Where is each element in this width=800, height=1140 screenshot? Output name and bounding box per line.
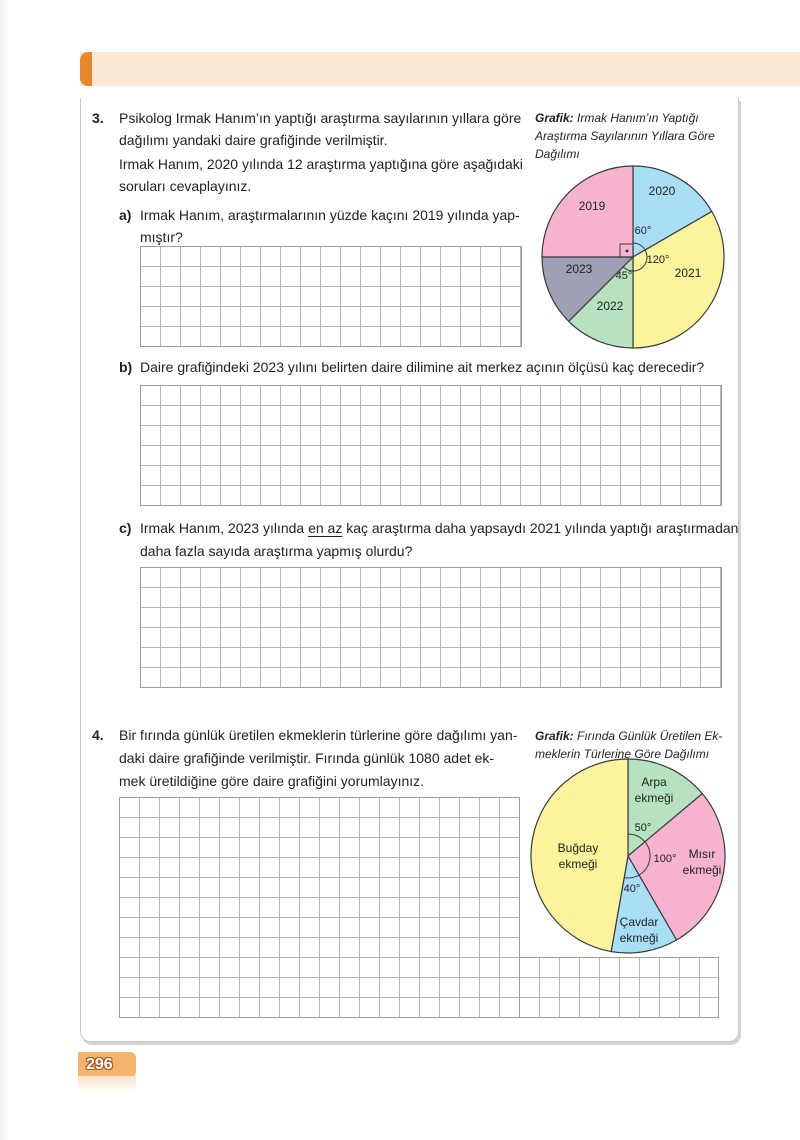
q3c-text-pre: Irmak Hanım, 2023 yılında bbox=[140, 520, 309, 536]
answer-grid-a[interactable] bbox=[140, 246, 522, 347]
q3c-line1 bbox=[140, 517, 738, 540]
page-number-fade bbox=[78, 1076, 136, 1092]
q3b-text: Daire grafiğindeki 2023 yılını belirten daire dilimine ait merkez açının ölçüsü kaç derecedir? bbox=[140, 359, 705, 375]
q3-graph-title-line1: Irmak Hanım’ın Yaptığı bbox=[573, 111, 699, 125]
q3a-line2: mıştır? bbox=[140, 229, 183, 245]
slice-label-2020: 2020 bbox=[648, 184, 676, 198]
q4-line1: Bir fırında günlük üretilen ekmeklerin türlerine göre dağılımı yan- bbox=[119, 727, 518, 743]
slice-label-2021: 2021 bbox=[674, 266, 702, 280]
slice-label-arpa-1: Arpa bbox=[641, 775, 667, 789]
q3-intro-line4: soruları cevaplayınız. bbox=[119, 178, 252, 194]
q4-graph-title-line2: meklerin Türlerine Göre Dağılımı bbox=[535, 747, 710, 761]
q4-pie-chart bbox=[528, 758, 730, 960]
q3b-label: b) bbox=[119, 359, 133, 375]
q3-intro-line1: Psikolog Irmak Hanım’ın yaptığı araştırma sayılarının yıllara göre bbox=[119, 110, 522, 126]
q4-line3: mek üretildiğine göre daire grafiğini yorumlayınız. bbox=[119, 773, 425, 789]
q3-intro-line3: Irmak Hanım, 2020 yılında 12 araştırma yaptığına göre aşağıdaki bbox=[119, 156, 523, 172]
angle-label-mısır: 100° bbox=[653, 853, 677, 865]
slice-label-çavdar-2: ekmeği bbox=[619, 931, 659, 945]
q4-graph-label: Grafik: bbox=[535, 729, 574, 743]
q3-graph-title-line3: Dağılımı bbox=[535, 147, 580, 161]
answer-grid-q4-right[interactable] bbox=[519, 957, 719, 1018]
q4-number: 4. bbox=[92, 727, 104, 743]
q4-line2: daki daire grafiğinde verilmiştir. Fırında günlük 1080 adet ek- bbox=[119, 750, 495, 766]
pie-slice-buğday bbox=[531, 759, 628, 952]
q3-pie-chart bbox=[538, 162, 728, 352]
page-number: 296 bbox=[86, 1056, 113, 1073]
q3a-line1: Irmak Hanım, araştırmalarının yüzde kaçını 2019 yılında yap- bbox=[140, 207, 520, 223]
q3-graph-title bbox=[535, 109, 715, 163]
page-edge-shadow bbox=[0, 0, 8, 1140]
q3a-label: a) bbox=[119, 207, 132, 223]
slice-label-buğday-1: Buğday bbox=[557, 841, 599, 855]
slice-label-2022: 2022 bbox=[596, 299, 624, 313]
q3-graph-title-line2: Araştırma Sayılarının Yıllara Göre bbox=[535, 129, 715, 143]
angle-label-2021: 120° bbox=[646, 254, 670, 266]
answer-grid-c[interactable] bbox=[140, 567, 722, 688]
slice-label-mısır-2: ekmeği bbox=[682, 863, 722, 877]
angle-label-arpa: 50° bbox=[634, 822, 652, 834]
slice-label-2019: 2019 bbox=[578, 199, 606, 213]
q4-graph-title-line1: Fırında Günlük Üretilen Ek- bbox=[573, 729, 723, 743]
slice-label-2023: 2023 bbox=[565, 262, 593, 276]
q3c-label: c) bbox=[119, 520, 132, 536]
slice-label-çavdar-1: Çavdar bbox=[619, 915, 659, 929]
header-tab bbox=[80, 52, 92, 86]
q3-graph-label: Grafik: bbox=[535, 111, 574, 125]
answer-grid-b[interactable] bbox=[140, 385, 722, 506]
slice-label-arpa-2: ekmeği bbox=[634, 791, 674, 805]
header-band bbox=[80, 52, 800, 86]
q3c-line2: daha fazla sayıda araştırma yapmış olurdu? bbox=[140, 543, 413, 559]
q3-number: 3. bbox=[92, 110, 104, 126]
q3c-underlined: en az bbox=[308, 520, 343, 536]
angle-label-2020: 60° bbox=[634, 225, 652, 237]
q3-intro-line2: dağılımı yandaki daire grafiğinde verilmiştir. bbox=[119, 132, 388, 148]
q3c-text-post: kaç araştırma daha yapsaydı 2021 yılında yaptığı araştırmadan bbox=[342, 520, 739, 536]
slice-label-mısır-1: Mısır bbox=[688, 847, 716, 861]
angle-label-çavdar: 40° bbox=[623, 883, 641, 895]
answer-grid-q4-left[interactable] bbox=[119, 797, 520, 1018]
slice-label-buğday-2: ekmeği bbox=[558, 857, 598, 871]
angle-label-2022: 45° bbox=[615, 270, 633, 282]
right-angle-dot bbox=[626, 250, 629, 253]
